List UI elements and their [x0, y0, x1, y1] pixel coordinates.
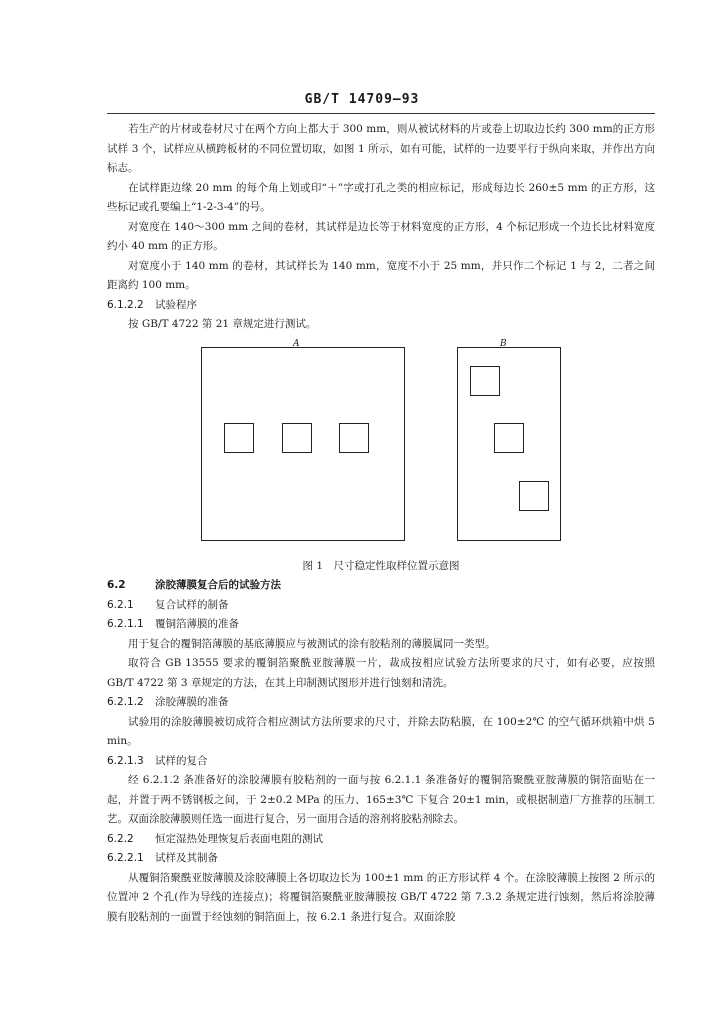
- sample-square: [282, 423, 312, 453]
- header-rule: [107, 113, 655, 114]
- sample-square: [519, 481, 549, 511]
- section-heading: [107, 615, 655, 635]
- section-number: 6.2: [107, 579, 126, 591]
- section-heading: [107, 576, 655, 596]
- sample-square: [494, 423, 524, 453]
- section-title: 试样及其制备: [155, 852, 218, 864]
- section-title: 涂胶薄膜的准备: [155, 696, 229, 708]
- section-number: 6.2.1.1: [107, 618, 144, 630]
- section-number: 6.1.2.2: [107, 298, 144, 311]
- figure-label-a: A: [293, 338, 300, 349]
- section-heading: [107, 830, 655, 850]
- section-title: 复合试样的制备: [155, 598, 229, 611]
- paragraph: 在试样距边缘 20 mm 的每个角上划或印“＋”字或打孔之类的相应标记，形成每边长 260±5 mm 的正方形，这些标记或孔要编上“1-2-3-4”的号。: [107, 181, 655, 213]
- section-heading: [107, 596, 655, 616]
- section-title: 涂胶薄膜复合后的试验方法: [155, 579, 281, 591]
- section-number: 6.2.1.3: [107, 754, 144, 767]
- document-body: [107, 120, 655, 927]
- section-number: 6.2.1.2: [107, 696, 144, 708]
- paragraph: 若生产的片材或卷材尺寸在两个方向上都大于 300 mm，则从被试材料的片或卷上切取边长约 300 mm的正方形试样 3 个，试样应从横跨板材的不同位置切取，如图 1 所示，如有可能，试样的一边要平行于纵向来取，并作出方向标志。: [107, 123, 655, 174]
- figure-label-b: B: [500, 338, 507, 349]
- sample-square: [470, 366, 500, 396]
- figure-caption: 图 1 尺寸稳定性取样位置示意图: [302, 559, 460, 572]
- paragraph: 按 GB/T 4722 第 21 章规定进行测试。: [128, 318, 317, 330]
- section-heading: [107, 296, 655, 316]
- paragraph: 对宽度小于 140 mm 的卷材，其试样长为 140 mm，宽度不小于 25 mm，并只作二个标记 1 与 2，二者之间距离约 100 mm。: [107, 259, 655, 291]
- section-title: 覆铜箔薄膜的准备: [155, 618, 239, 630]
- section-heading: [107, 849, 655, 869]
- section-heading: [107, 752, 655, 772]
- section-number: 6.2.1: [107, 598, 134, 611]
- paragraph: 用于复合的覆铜箔薄膜的基底薄膜应与被测试的涂有胶粘剂的薄膜属同一类型。: [128, 637, 496, 650]
- paragraph: 经 6.2.1.2 条准备好的涂胶薄膜有胶粘剂的一面与按 6.2.1.1 条准备好的覆铜箔聚酰亚胺薄膜的铜箔面贴在一起，并置于两不锈钢板之间，于 2±0.2 MPa 的压力、165±3℃ 下复合 20±1 min，或根据制造厂方推荐的压制工艺。双面涂胶薄膜则任选一面进行复合，另一面用合适的溶剂将胶粘剂除去。: [107, 774, 655, 825]
- section-number: 6.2.2.1: [107, 852, 144, 864]
- paragraph: 试验用的涂胶薄膜被切成符合相应测试方法所要求的尺寸，并除去防粘膜，在 100±2℃ 的空气循环烘箱中烘 5 min。: [107, 715, 655, 747]
- page-header: GB/T 14709—93: [304, 92, 420, 107]
- section-title: 试样的复合: [155, 754, 208, 767]
- section-title: 恒定湿热处理恢复后表面电阻的测试: [155, 832, 323, 845]
- sample-square: [224, 423, 254, 453]
- specimen-a: [201, 347, 405, 541]
- figure-1: [107, 335, 655, 557]
- paragraph: 从覆铜箔聚酰亚胺薄膜及涂胶薄膜上各切取边长为 100±1 mm 的正方形试样 4 个。在涂胶薄膜上按图 2 所示的位置冲 2 个孔(作为导线的连接点)；将覆铜箔聚酰亚胺薄膜按 GB/T 4722 第 7.3.2 条规定进行蚀刻，然后将涂胶薄膜有胶粘剂的一面置于经蚀刻的铜箔面上，按 6.2.1 条进行复合。双面涂胶: [107, 871, 655, 923]
- paragraph: 取符合 GB 13555 要求的覆铜箔聚酰亚胺薄膜一片，裁成按相应试验方法所要求的尺寸，如有必要，应按照 GB/T 4722 第 3 章规定的方法，在其上印制测试图形并进行蚀刻和清洗。: [107, 657, 655, 689]
- paragraph: 对宽度在 140～300 mm 之间的卷材，其试样是边长等于材料宽度的正方形，4 个标记形成一个边长比材料宽度约小 40 mm 的正方形。: [107, 220, 655, 252]
- sample-square: [339, 423, 369, 453]
- specimen-b: [457, 347, 561, 541]
- section-heading: [107, 693, 655, 713]
- section-title: 试验程序: [155, 298, 197, 311]
- section-number: 6.2.2: [107, 832, 134, 845]
